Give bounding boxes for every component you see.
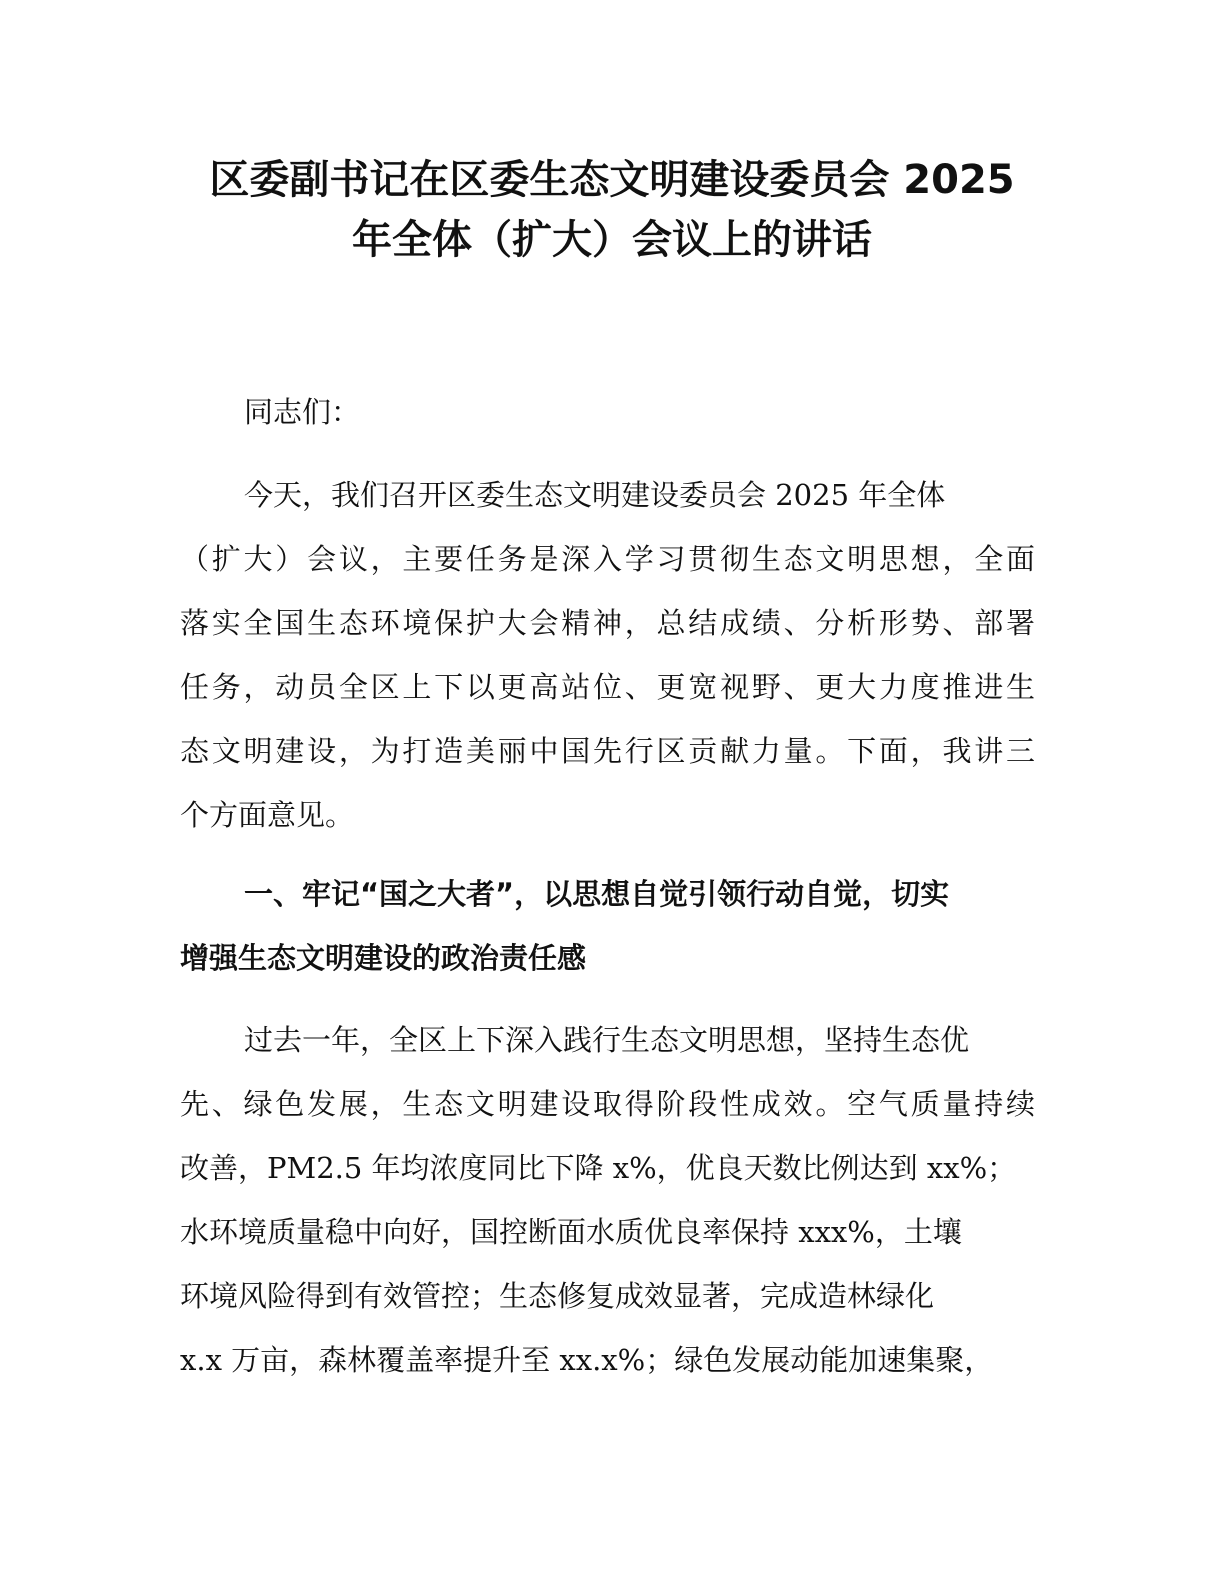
section1-line-3: 改善，PM2.5 年均浓度同比下降 x%，优良天数比例达到 xx%； [180, 1151, 1017, 1185]
intro-line-3: 落实全国生态环境保护大会精神，总结成绩、分析形势、部署 [180, 606, 1035, 640]
section1-heading [180, 862, 1035, 990]
title-line-1: 区委副书记在区委生态文明建设委员会 2025 [209, 157, 1015, 203]
intro-line-6: 个方面意见。 [180, 798, 355, 832]
intro-line-4: 任务，动员全区上下以更高站位、更宽视野、更大力度推进生 [180, 670, 1035, 704]
intro-line-5: 态文明建设，为打造美丽中国先行区贡献力量。下面，我讲三 [180, 734, 1035, 768]
section1-line-6: x.x 万亩，森林覆盖率提升至 xx.x%；绿色发展动能加速集聚， [180, 1343, 994, 1377]
section1-line-4: 水环境质量稳中向好，国控断面水质优良率保持 xxx%，土壤 [180, 1215, 962, 1249]
intro-line-1: 今天，我们召开区委生态文明建设委员会 2025 年全体 [244, 478, 946, 512]
document-title [150, 150, 1074, 270]
intro-line-2: （扩大）会议，主要任务是深入学习贯彻生态文明思想，全面 [180, 542, 1035, 576]
salutation [180, 380, 1035, 444]
section1-heading-line-2: 增强生态文明建设的政治责任感 [180, 941, 587, 975]
title-line-2: 年全体（扩大）会议上的讲话 [352, 217, 872, 263]
intro-paragraph [180, 463, 1035, 847]
section1-line-2: 先、绿色发展，生态文明建设取得阶段性成效。空气质量持续 [180, 1087, 1035, 1121]
section1-line-5: 环境风险得到有效管控；生态修复成效显著，完成造林绿化 [180, 1279, 935, 1313]
salutation-text: 同志们： [244, 395, 361, 429]
section1-line-1: 过去一年，全区上下深入践行生态文明思想，坚持生态优 [244, 1023, 970, 1057]
section1-paragraph [180, 1008, 1035, 1392]
section1-heading-line-1: 一、牢记“国之大者”，以思想自觉引领行动自觉，切实 [244, 877, 950, 911]
